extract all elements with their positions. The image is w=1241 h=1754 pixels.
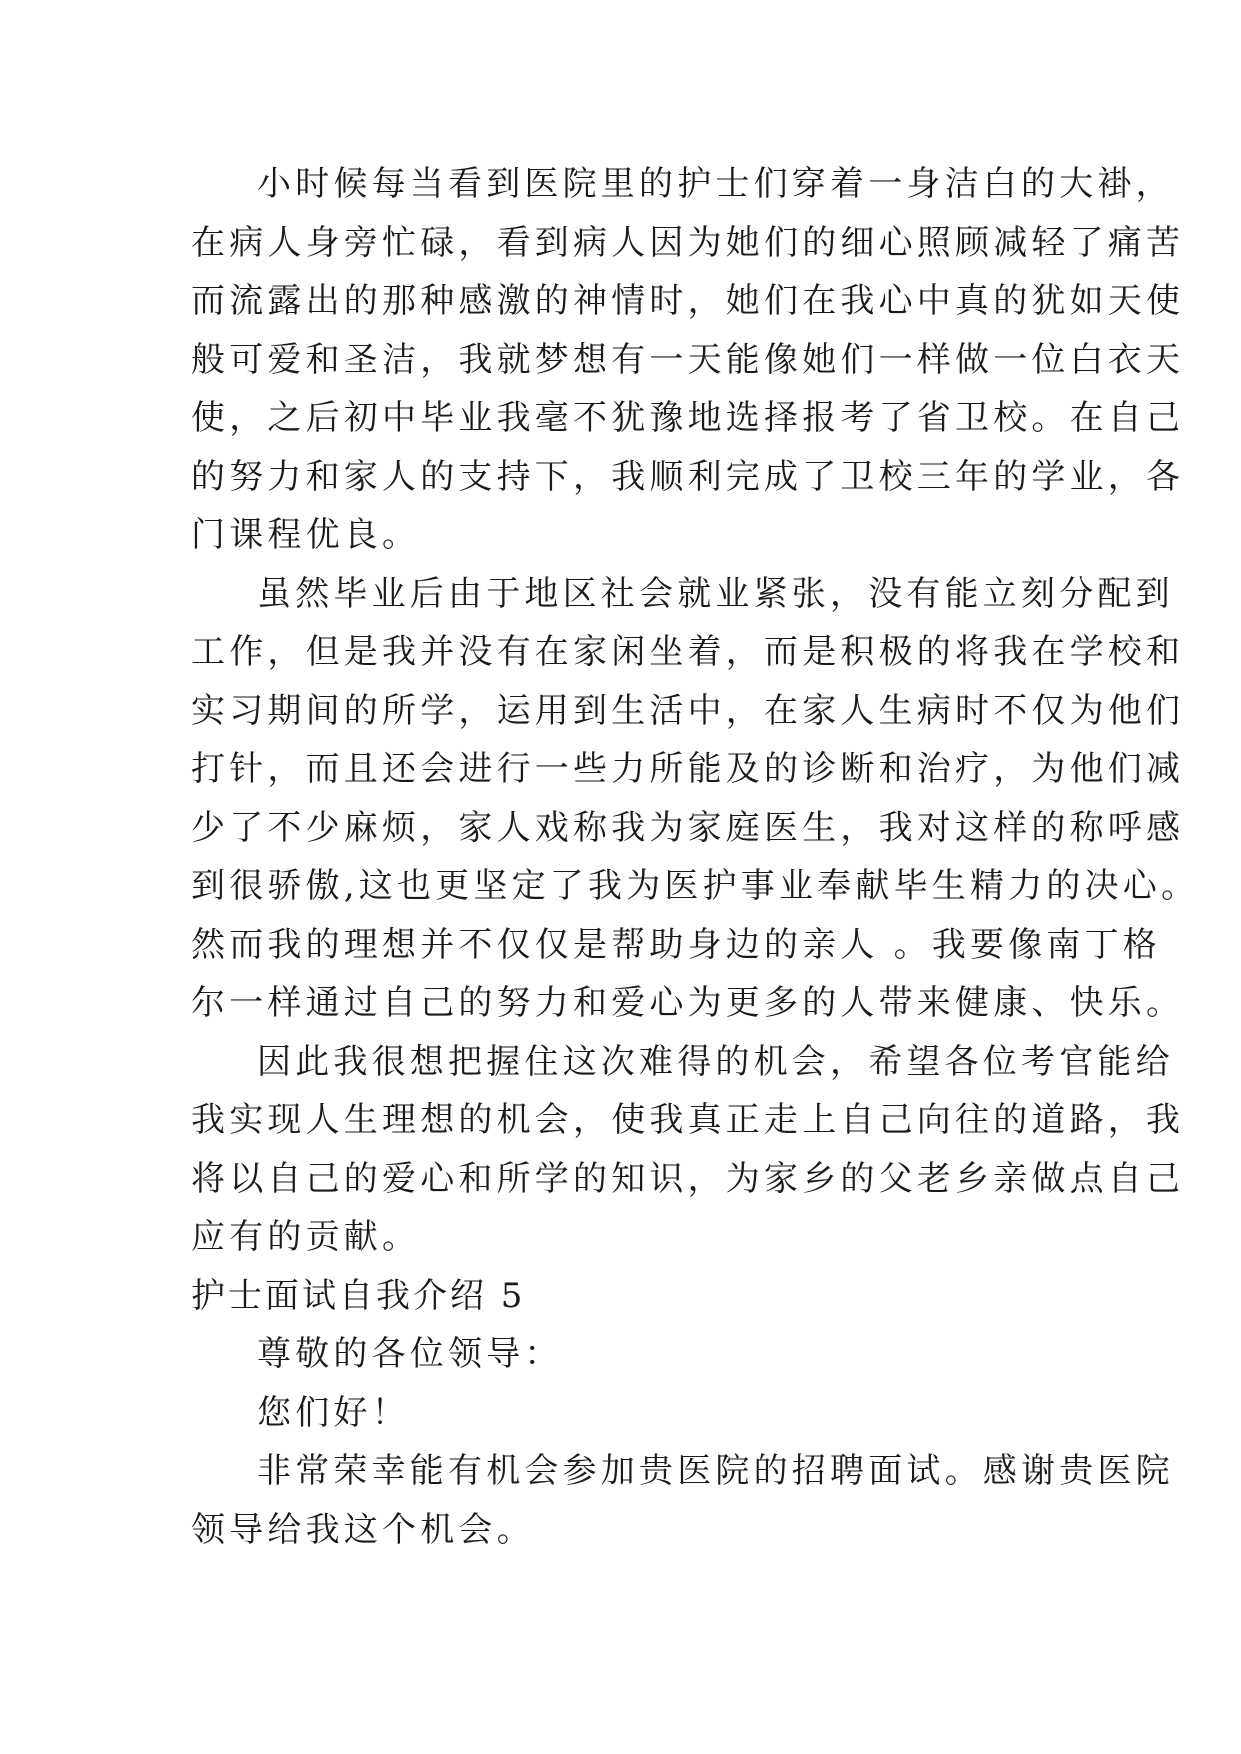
document-body xyxy=(191,155,1200,1559)
paragraph-line: 虽然毕业后由于地区社会就业紧张，没有能立刻分配到 xyxy=(257,573,1174,614)
paragraph-line: 般可爱和圣洁，我就梦想有一天能像她们一样做一位白衣天 xyxy=(191,339,1185,380)
paragraph-line: 打针，而且还会进行一些力所能及的诊断和治疗，为他们减 xyxy=(191,749,1185,789)
paragraph-line: 少了不少麻烦，家人戏称我为家庭医生，我对这样的称呼感 xyxy=(191,807,1185,848)
paragraph-line: 在病人身旁忙碌，看到病人因为她们的细心照顾减轻了痛苦 xyxy=(191,222,1185,263)
paragraph-line: 小时候每当看到医院里的护士们穿着一身洁白的大褂， xyxy=(257,164,1174,204)
paragraph-line: 然而我的理想并不仅仅是帮助身边的亲人 。我要像南丁格 xyxy=(191,924,1162,965)
greeting: 您们好！ xyxy=(257,1392,410,1433)
paragraph-line: 领导给我这个机会。 xyxy=(191,1509,535,1550)
section-heading: 护士面试自我介绍 5 xyxy=(191,1275,526,1316)
paragraph-line: 尔一样通过自己的努力和爱心为更多的人带来健康、快乐。 xyxy=(191,983,1185,1023)
paragraph-line: 到很骄傲,这也更坚定了我为医护事业奉献毕生精力的决心。 xyxy=(191,866,1200,906)
paragraph-line: 我实现人生理想的机会，使我真正走上自己向往的道路，我 xyxy=(191,1100,1185,1140)
paragraph-line: 实习期间的所学，运用到生活中，在家人生病时不仅为他们 xyxy=(191,690,1185,731)
paragraph-line: 应有的贡献。 xyxy=(191,1217,421,1257)
paragraph-line: 门课程优良。 xyxy=(191,515,421,555)
paragraph-line: 的努力和家人的支持下，我顺利完成了卫校三年的学业，各 xyxy=(191,456,1185,497)
paragraph-line: 因此我很想把握住这次难得的机会，希望各位考官能给 xyxy=(257,1041,1174,1082)
paragraph-line: 非常荣幸能有机会参加贵医院的招聘面试。感谢贵医院 xyxy=(257,1451,1174,1491)
paragraph-line: 而流露出的那种感激的神情时，她们在我心中真的犹如天使 xyxy=(191,281,1185,321)
paragraph-line: 将以自己的爱心和所学的知识，为家乡的父老乡亲做点自己 xyxy=(191,1158,1185,1199)
paragraph-line: 使，之后初中毕业我毫不犹豫地选择报考了省卫校。在自己 xyxy=(191,398,1185,438)
salutation: 尊敬的各位领导： xyxy=(257,1334,563,1374)
paragraph-line: 工作，但是我并没有在家闲坐着，而是积极的将我在学校和 xyxy=(191,632,1185,672)
